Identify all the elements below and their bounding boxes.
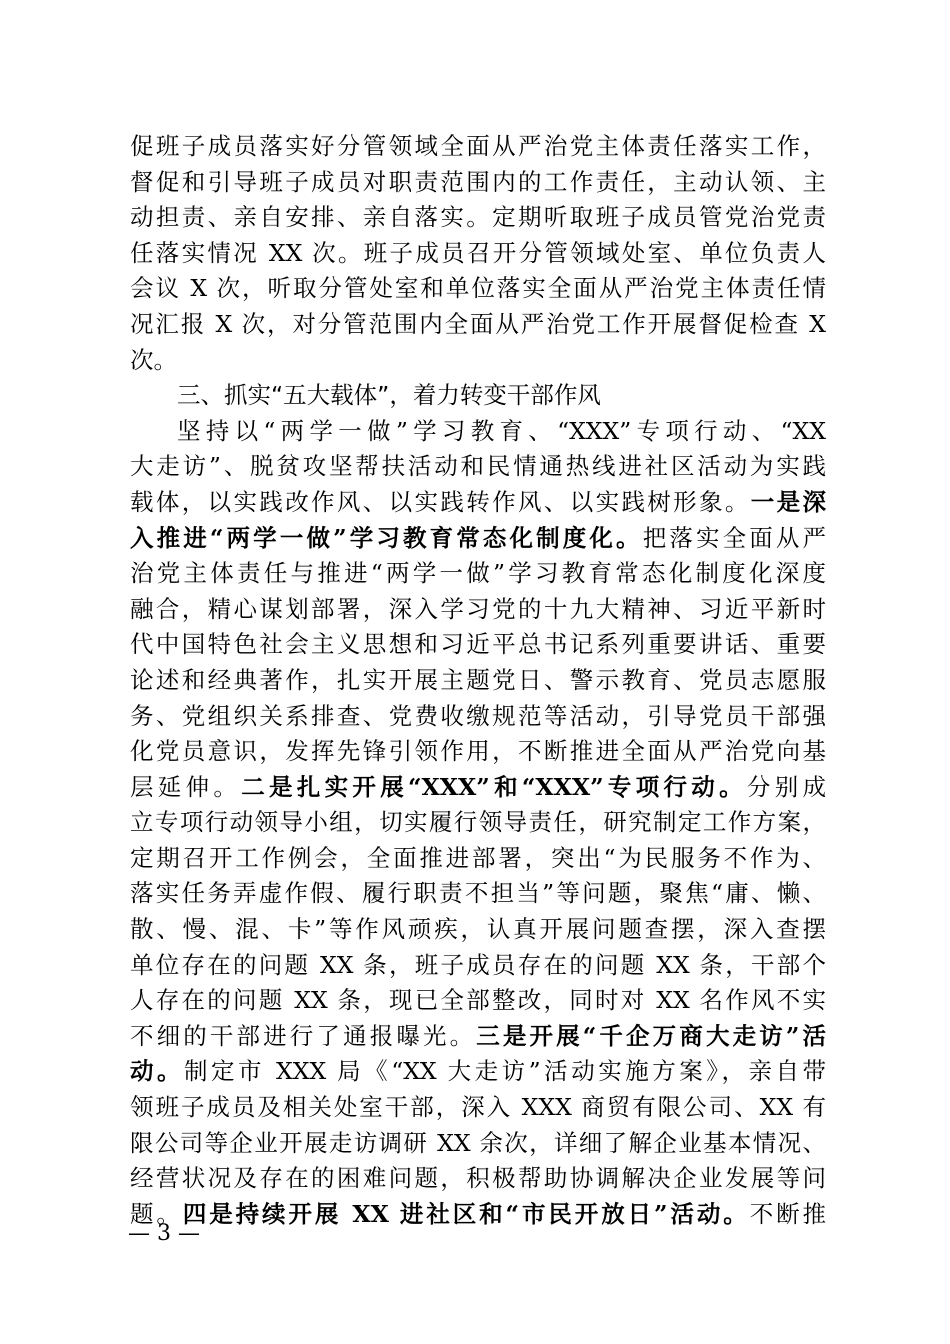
text-line: 次。	[130, 345, 177, 374]
section-heading: 三、抓实“五大载体”，着力转变干部作风	[177, 381, 601, 410]
text-line: 题。四是持续开展 XX 进社区和“市民开放日”活动。不断推	[130, 1199, 827, 1228]
text-line: 单位存在的问题 XX 条，班子成员存在的问题 XX 条，干部个	[130, 950, 826, 979]
bold-point-one: 一是深	[750, 487, 827, 516]
text-line: 会议 X 次，听取分管处室和单位落实全面从严治党主体责任情	[130, 274, 826, 303]
text-line: 坚持以“两学一做”学习教育、“XXX”专项行动、“XX	[177, 416, 826, 445]
text-line: 动。制定市 XXX 局《“XX 大走访”活动实施方案》，亲自带	[130, 1057, 826, 1086]
bold-point-two: 二是扎实开展“XXX”和“XXX”专项行动。	[241, 772, 747, 801]
page-number: — 3 —	[128, 1221, 200, 1246]
bold-point-three: 动。	[130, 1057, 185, 1086]
text-line: 促班子成员落实好分管领域全面从严治党主体责任落实工作，	[130, 132, 826, 160]
text-line: 层延伸。二是扎实开展“XXX”和“XXX”专项行动。分别成	[130, 772, 827, 801]
text-line: 不细的干部进行了通报曝光。三是开展“千企万商大走访”活	[130, 1021, 826, 1050]
text-line: 动担责、亲自安排、亲自落实。定期听取班子成员管党治党责	[130, 203, 826, 232]
text-line: 落实任务弄虚作假、履行职责不担当”等问题，聚焦“庸、懒、	[130, 879, 826, 908]
text-line: 治党主体责任与推进“两学一做”学习教育常态化制度化深度	[130, 559, 826, 588]
bold-point-four: 四是持续开展 XX 进社区和“市民开放日”活动。	[182, 1199, 750, 1228]
document-body	[130, 129, 826, 1232]
text-line: 定期召开工作例会，全面推进部署，突出“为民服务不作为、	[130, 843, 826, 872]
text-line: 论述和经典著作，扎实开展主题党日、警示教育、党员志愿服	[130, 665, 826, 694]
text-line: 代中国特色社会主义思想和习近平总书记系列重要讲话、重要	[130, 630, 826, 659]
text-line: 任落实情况 XX 次。班子成员召开分管领域处室、单位负责人	[130, 238, 826, 267]
text-line: 务、党组织关系排查、党费收缴规范等活动，引导党员干部强	[130, 701, 826, 730]
text-line: 领班子成员及相关处室干部，深入 XXX 商贸有限公司、XX 有	[130, 1093, 826, 1122]
bold-point-one: 入推进“两学一做”学习教育常态化制度化。	[130, 523, 643, 552]
text-line: 督促和引导班子成员对职责范围内的工作责任，主动认领、主	[130, 167, 826, 196]
text-line: 限公司等企业开展走访调研 XX 余次，详细了解企业基本情况、	[130, 1128, 826, 1157]
text-line: 融合，精心谋划部署，深入学习党的十九大精神、习近平新时	[130, 594, 826, 623]
text-line: 人存在的问题 XX 条，现已全部整改，同时对 XX 名作风不实	[130, 986, 826, 1015]
text-line: 入推进“两学一做”学习教育常态化制度化。把落实全面从严	[130, 523, 826, 552]
text-line: 经营状况及存在的困难问题，积极帮助协调解决企业发展等问	[130, 1164, 826, 1193]
text-line: 立专项行动领导小组，切实履行领导责任，研究制定工作方案，	[130, 808, 826, 837]
text-line: 况汇报 X 次，对分管范围内全面从严治党工作开展督促检查 X	[130, 309, 826, 338]
text-line: 散、慢、混、卡”等作风顽疾，认真开展问题查摆，深入查摆	[130, 915, 826, 944]
bold-point-three: 三是开展“千企万商大走访”活	[476, 1021, 826, 1050]
text-line: 大走访”、脱贫攻坚帮扶活动和民情通热线进社区活动为实践	[130, 452, 826, 481]
text-line: 化党员意识，发挥先锋引领作用，不断推进全面从严治党向基	[130, 737, 826, 766]
text-line: 载体，以实践改作风、以实践转作风、以实践树形象。一是深	[130, 487, 827, 516]
